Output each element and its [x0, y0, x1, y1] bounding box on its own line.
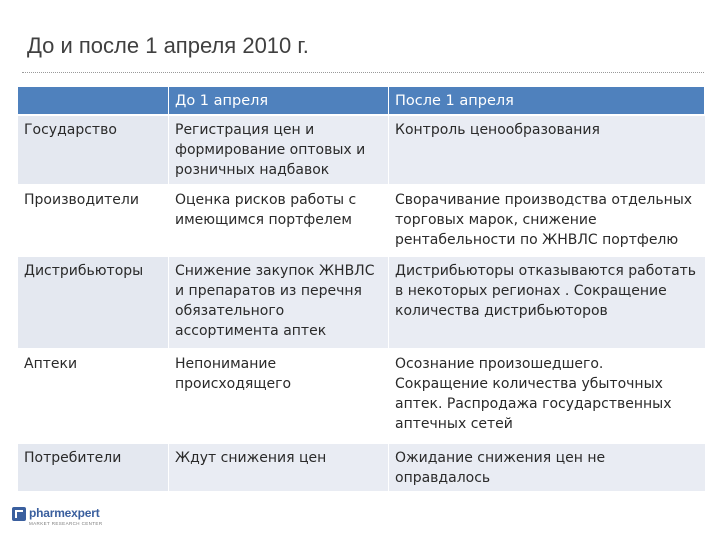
table-header-row [18, 87, 705, 116]
table-row [18, 443, 705, 491]
title-divider [22, 72, 704, 73]
logo-mark-icon [12, 507, 26, 521]
slide-title: До и после 1 апреля 2010 г. [27, 33, 309, 58]
cell-after: Ожидание снижения цен не оправдалось [389, 443, 705, 491]
cell-after: Сворачивание производства отдельных торговых марок, снижение рентабельности по ЖНВЛС портфелю [389, 185, 705, 256]
pharmexpert-logo [12, 505, 122, 529]
header-cell-before: До 1 апреля [169, 87, 389, 116]
table-row [18, 256, 705, 349]
cell-before: Снижение закупок ЖНВЛС и препаратов из перечня обязательного ассортимента аптек [169, 256, 389, 349]
cell-before: Непонимание происходящего [169, 349, 389, 443]
logo-wordmark: pharmexpert [29, 506, 100, 520]
table-row [18, 185, 705, 256]
row-label: Аптеки [18, 349, 169, 443]
header-cell-empty [18, 87, 169, 116]
cell-before: Ждут снижения цен [169, 443, 389, 491]
logo-tagline: MARKET RESEARCH CENTER [29, 521, 103, 526]
cell-before: Оценка рисков работы с имеющимся портфелем [169, 185, 389, 256]
cell-before: Регистрация цен и формирование оптовых и розничных надбавок [169, 115, 389, 185]
header-cell-after: После 1 апреля [389, 87, 705, 116]
cell-after: Контроль ценообразования [389, 115, 705, 185]
row-label: Потребители [18, 443, 169, 491]
row-label: Государство [18, 115, 169, 185]
cell-after: Осознание произошедшего. Сокращение количества убыточных аптек. Распродажа государственных аптечных сетей [389, 349, 705, 443]
comparison-table [17, 86, 705, 491]
row-label: Дистрибьюторы [18, 256, 169, 349]
cell-after: Дистрибьюторы отказываются работать в некоторых регионах . Сокращение количества дистрибьюторов [389, 256, 705, 349]
row-label: Производители [18, 185, 169, 256]
table-row [18, 349, 705, 443]
table-row [18, 115, 705, 185]
